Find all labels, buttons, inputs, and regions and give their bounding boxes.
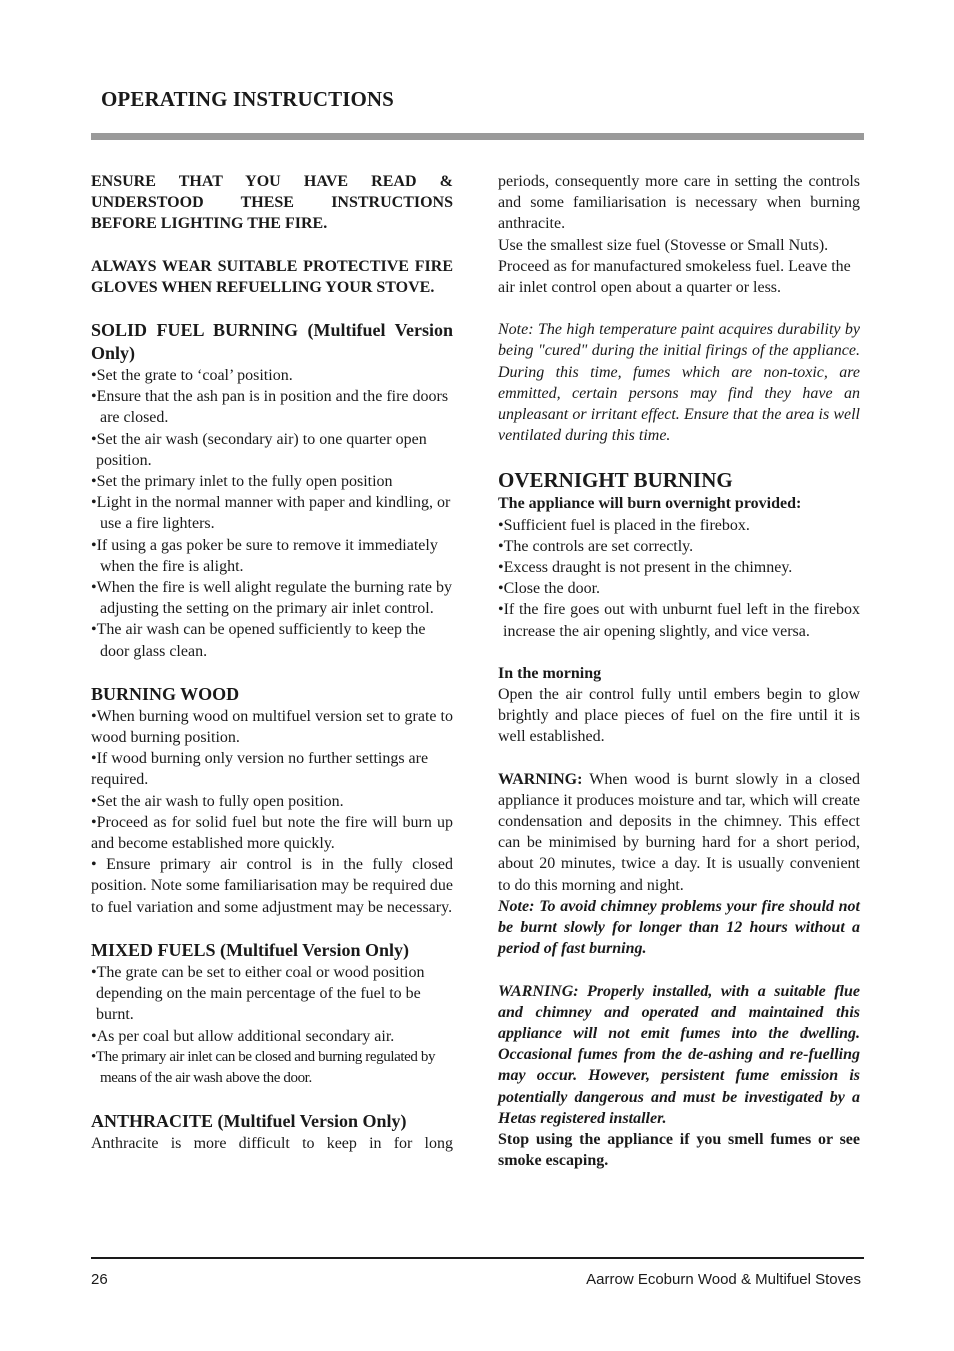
list-item: •The grate can be set to either coal or wood position depending on the main percentage of the fuel to be burnt. [91, 963, 425, 1024]
left-column [91, 171, 453, 1154]
list-item: •The controls are set correctly. [498, 537, 694, 555]
gloves-notice: ALWAYS WEAR SUITABLE PROTECTIVE FIRE GLOVES WHEN REFUELLING YOUR STOVE. [91, 257, 453, 296]
list-item: •When burning wood on multifuel version set to grate to wood burning position. [91, 707, 453, 747]
read-instructions-notice: ENSURE THAT YOU HAVE READ & UNDERSTOOD THESE INSTRUCTIONS BEFORE LIGHTING THE FIRE. [91, 173, 453, 233]
mixed-fuels-heading: MIXED FUELS (Multifuel Version Only) [91, 939, 410, 960]
paint-curing-note: Note: The high temperature paint acquires durability by being "cured" during the initial firings of the appliance. During this time, fumes which are non-toxic, are emmitted, certain persons may find they have an unpleasant or irritant effect. Ensure that the area is well ventilated during this time. [498, 321, 860, 445]
list-item: •If wood burning only version no further settings are required. [91, 750, 429, 789]
chimney-note: Note: To avoid chimney problems your fire should not be burnt slowly for longer than 12 hours without a period of fast burning. [498, 897, 860, 958]
list-item: •If using a gas poker be sure to remove it immediately when the fire is alight. [91, 536, 438, 575]
anthracite-fuel-text: Use the smallest size fuel (Stovesse or Small Nuts). Proceed as for manufactured smokeless fuel. Leave the air inlet control open about a quarter or less. [498, 236, 851, 297]
list-item: •As per coal but allow additional secondary air. [91, 1027, 395, 1045]
list-item: •Set the air wash (secondary air) to one quarter open position. [91, 430, 427, 469]
list-item: • Ensure primary air control is in the fully closed position. Note some familiarisation may be required due to fuel variation and some adjustment may be necessary. [91, 856, 453, 916]
burning-wood-heading: BURNING WOOD [91, 683, 240, 704]
wood-warning [498, 769, 860, 896]
list-item: •Excess draught is not present in the chimney. [498, 559, 793, 577]
list-item: •If the fire goes out with unburnt fuel left in the firebox increase the air opening slightly, and vice versa. [498, 601, 860, 640]
list-item: •The primary air inlet can be closed and burning regulated by means of the air wash above the door. [91, 1048, 436, 1086]
list-item: •Set the air wash to fully open position. [91, 792, 344, 810]
list-item: •Sufficient fuel is placed in the firebox. [498, 516, 750, 534]
page-title: OPERATING INSTRUCTIONS [101, 87, 394, 111]
footer-rule [91, 1257, 864, 1259]
overnight-burning-heading: OVERNIGHT BURNING [498, 468, 733, 493]
fume-warning: WARNING: Properly installed, with a suitable flue and chimney and operated and maintained this appliance will not emit fumes into the dwelling. Occasional fumes from the de-ashing and re-fuelling may occur. However, persistent fume emission is potentially dangerous and must be investigated by a Hetas registered installer. [498, 982, 860, 1127]
publication-title: Aarrow Ecoburn Wood & Multifuel Stoves [586, 1271, 861, 1288]
morning-heading: In the morning [498, 664, 602, 682]
anthracite-heading: ANTHRACITE (Multifuel Version Only) [91, 1111, 407, 1132]
anthracite-continued: periods, consequently more care in setting the controls and some familiarisation is necessary when burning anthracite. [498, 173, 860, 233]
list-item: •Ensure that the ash pan is in position and the fire doors are closed. [91, 388, 449, 427]
solid-fuel-heading: SOLID FUEL BURNING (Multifuel Version Only) [91, 320, 453, 364]
list-item: •Proceed as for solid fuel but note the fire will burn up and become established more quickly. [91, 813, 453, 853]
list-item: •Light in the normal manner with paper and kindling, or use a fire lighters. [91, 494, 451, 533]
wood-warning-text: When wood is burnt slowly in a closed appliance it produces moisture and tar, which will create condensation and deposits in the chimney. This effect can be minimised by burning hard for a short period, about 20 minutes, twice a day. It is usually convenient to do this morning and night. [498, 770, 860, 894]
anthracite-text: Anthracite is more difficult to keep in for long [91, 1135, 453, 1153]
overnight-subheading: The appliance will burn overnight provided: [498, 495, 802, 513]
list-item: •When the fire is well alight regulate the burning rate by adjusting the setting on the primary air inlet control. [91, 579, 453, 618]
morning-text: Open the air control fully until embers begin to glow brightly and place pieces of fuel on the fire until it is well established. [498, 686, 860, 746]
list-item: •Set the primary inlet to the fully open position [91, 473, 393, 491]
stop-using-notice: Stop using the appliance if you smell fumes or see smoke escaping. [498, 1130, 860, 1170]
warning-label: WARNING: [498, 770, 583, 788]
right-column [498, 171, 860, 1171]
list-item: •The air wash can be opened sufficiently to keep the door glass clean. [91, 621, 426, 660]
list-item: •Set the grate to ‘coal’ position. [91, 367, 293, 385]
page-number: 26 [91, 1271, 108, 1288]
title-rule [91, 133, 864, 140]
list-item: •Close the door. [498, 580, 601, 598]
